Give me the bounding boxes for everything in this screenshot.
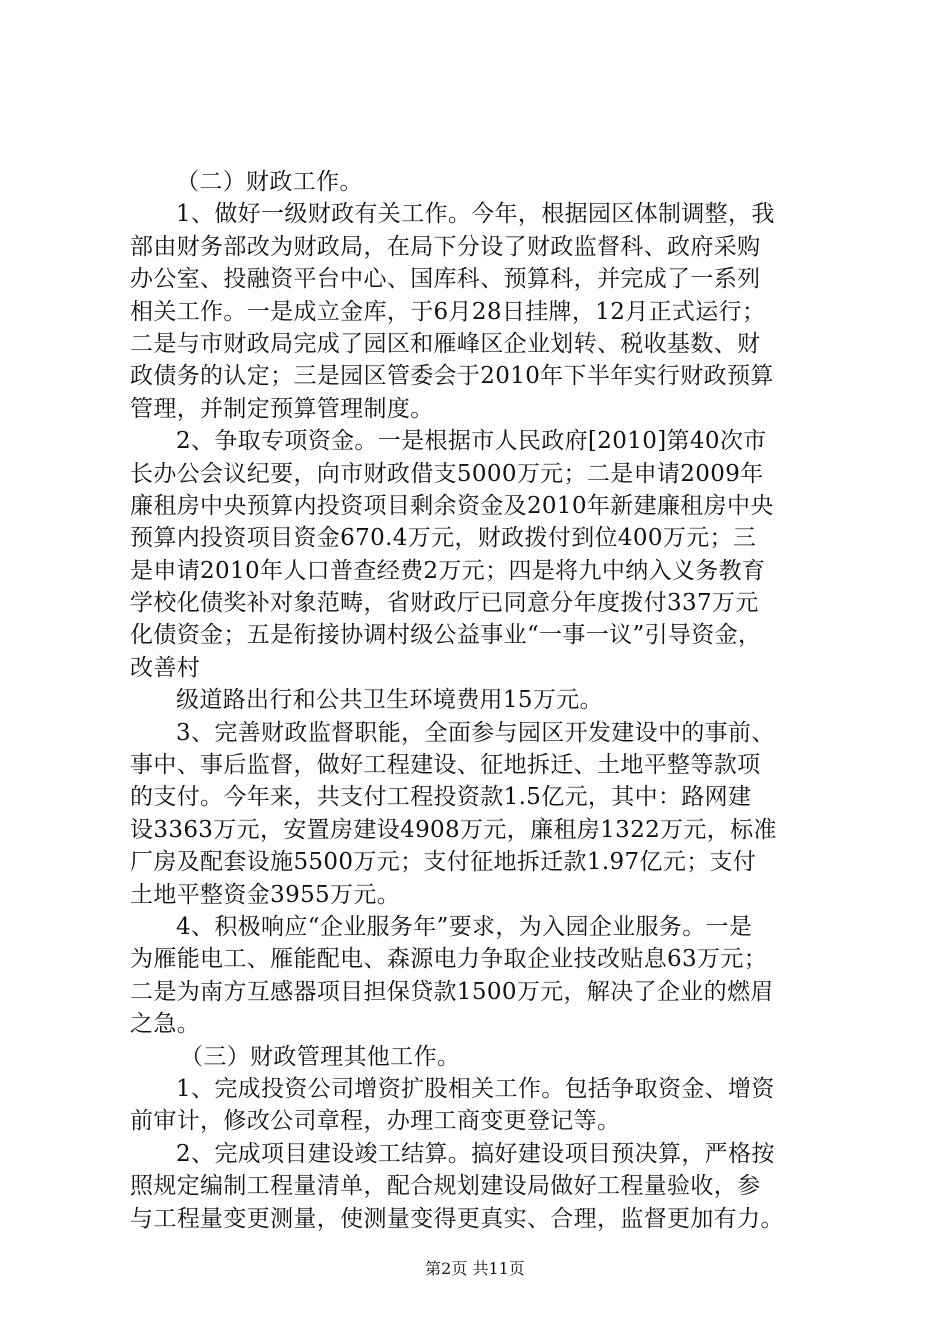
paragraph-line: 2、完成项目建设竣工结算。搞好建设项目预决算，严格按 <box>176 1140 775 1167</box>
paragraph-line: 化债资金；五是衔接协调村级公益事业“一事一议”引导资金， <box>130 622 762 649</box>
paragraph-line: 是申请2010年人口普查经费2万元；四是将九中纳入义务教育 <box>130 557 766 584</box>
paragraph-line: 二是为南方互感器项目担保贷款1500万元，解决了企业的燃眉 <box>130 978 774 1005</box>
paragraph-line: 办公室、投融资平台中心、国库科、预算科，并完成了一系列 <box>130 266 761 293</box>
paragraph-line: 长办公会议纪要，向市财政借支5000万元；二是申请2009年 <box>130 460 764 487</box>
page-number: 第2页 共11页 <box>425 1259 525 1278</box>
paragraph-line: 与工程量变更测量，使测量变得更真实、合理，监督更加有力。 <box>130 1205 784 1232</box>
paragraph-line: 二是与市财政局完成了园区和雁峰区企业划转、税收基数、财 <box>130 330 761 357</box>
paragraph-line: 前审计，修改公司章程，办理工商变更登记等。 <box>130 1108 621 1135</box>
body-text <box>130 166 830 1235</box>
paragraph-line: 4、积极响应“企业服务年”要求，为入园企业服务。一是 <box>176 913 753 940</box>
paragraph-line: 2、争取专项资金。一是根据市人民政府[2010]第40次市 <box>176 428 767 455</box>
paragraph-line: 政债务的认定；三是园区管委会于2010年下半年实行财政预算 <box>130 363 774 390</box>
paragraph-line: 1、做好一级财政有关工作。今年，根据园区体制调整，我 <box>176 201 775 228</box>
paragraph-line: 学校化债奖补对象范畴，省财政厅已同意分年度拨付337万元 <box>130 590 759 617</box>
paragraph-line: 1、完成投资公司增资扩股相关工作。包括争取资金、增资 <box>176 1075 775 1102</box>
paragraph-line: 事中、事后监督，做好工程建设、征地拆迁、土地平整等款项 <box>130 752 761 779</box>
paragraph-line: 的支付。今年来，共支付工程投资款1.5亿元，其中：路网建 <box>130 784 752 811</box>
paragraph-line: 改善村 <box>130 654 201 681</box>
paragraph-line: 土地平整资金3955万元。 <box>130 881 401 908</box>
paragraph-line: 厂房及配套设施5500万元；支付征地拆迁款1.97亿元；支付 <box>130 849 757 876</box>
section-heading: （三）财政管理其他工作。 <box>180 1043 461 1070</box>
paragraph-line: 照规定编制工程量清单，配合规划建设局做好工程量验收，参 <box>130 1173 761 1200</box>
paragraph-line: 相关工作。一是成立金库，于6月28日挂牌，12月正式运行； <box>130 298 766 325</box>
paragraph-line: 廉租房中央预算内投资项目剩余资金及2010年新建廉租房中央 <box>130 492 774 519</box>
paragraph-line: 设3363万元，安置房建设4908万元，廉租房1322万元，标准 <box>130 816 777 843</box>
paragraph-line: 管理，并制定预算管理制度。 <box>130 395 434 422</box>
paragraph-line: 3、完善财政监督职能，全面参与园区开发建设中的事前、 <box>176 719 775 746</box>
paragraph-line: 级道路出行和公共卫生环境费用15万元。 <box>176 687 603 714</box>
paragraph-line: 预算内投资项目资金670.4万元，财政拨付到位400万元；三 <box>130 525 757 552</box>
paragraph-line: 为雁能电工、雁能配电、森源电力争取企业技改贴息63万元； <box>130 946 768 973</box>
paragraph-line: 部由财务部改为财政局，在局下分设了财政监督科、政府采购 <box>130 233 761 260</box>
paragraph-line: 之急。 <box>130 1011 201 1038</box>
section-heading: （二）财政工作。 <box>176 169 363 195</box>
